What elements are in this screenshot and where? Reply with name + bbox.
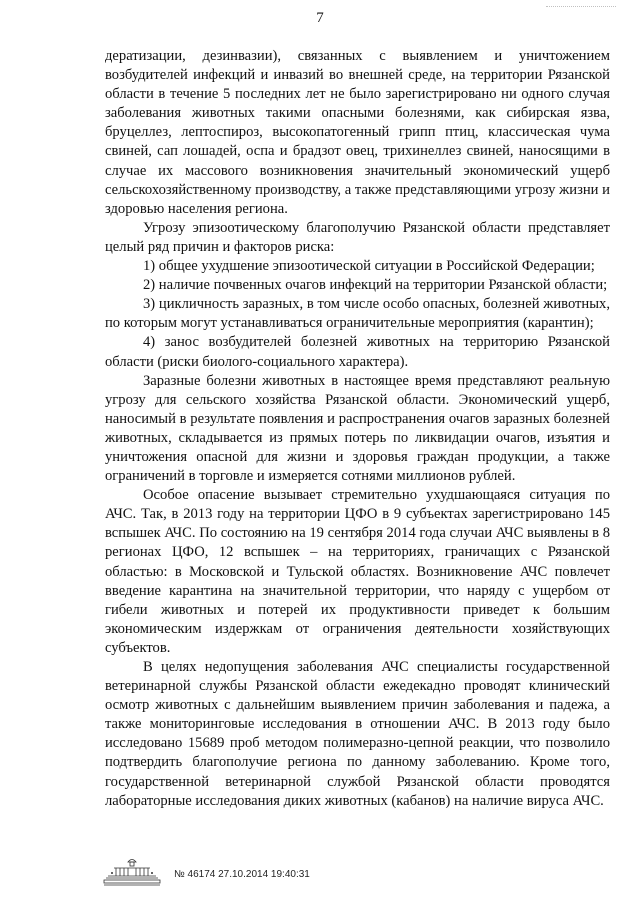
- page-number: 7: [316, 10, 324, 26]
- risk-factor-4: 4) занос возбудителей болезней животных на территорию Рязанской области (риски биолого-социального характера).: [105, 334, 610, 370]
- risk-factor-2: 2) наличие почвенных очагов инфекций на территории Рязанской области;: [143, 277, 608, 294]
- paragraph-2: Угрозу эпизоотическому благополучию Рязанской области представляет целый ряд причин и факторов риска:: [105, 219, 610, 255]
- paragraph-1: дератизации, дезинвазии), связанных с выявлением и уничтожением возбудителей инфекций и инвазий во внешней среде, на территории Рязанской области в течение 5 последних лет не было зарегистрировано ни одного случая заболевания животных такими опасными болезнями, как сибирская язва, бруцеллез, лептоспироз, высокопатогенный грипп птиц, классическая чума свиней, сап лошадей, оспа и брадзот овец, трихинеллез свиней, наносящими в случае их массового возникновения значительный экономический ущерб сельскохозяйственному производству, а также представляющими угрозу жизни и здоровью населения региона.: [105, 48, 610, 217]
- paragraph-3: Заразные болезни животных в настоящее время представляют реальную угрозу для сельского хозяйства Рязанской области. Экономический ущерб, наносимый в результате появления и распространения очагов заразных болезней животных, складывается из прямых потерь по ликвидации очагов, изъятия и уничтожения опасной для жизни и здоровья граждан продукции, а также ограничений в торговле и измеряется сотнями миллионов рублей.: [105, 372, 610, 485]
- document-footer: [100, 856, 310, 886]
- registration-stamp: № 46174 27.10.2014 19:40:31: [174, 869, 310, 880]
- risk-factor-3: 3) цикличность заразных, в том числе особо опасных, болезней животных, по которым могут устанавливаться ограничительные мероприятия (карантин);: [105, 296, 610, 332]
- risk-factor-1: 1) общее ухудшение эпизоотической ситуации в Российской Федерации;: [143, 258, 595, 275]
- paragraph-5: В целях недопущения заболевания АЧС специалисты государственной ветеринарной службы Рязанской области ежедекадно проводят клинический осмотр животных с дальнейшим выявлением причин заболевания и падежа, а также мониторинговые исследования в отношении АЧС. В 2013 году было исследовано 15689 проб методом полимеразно-цепной реакции, что позволило подтвердить благополучие региона по данному заболеванию. Кроме того, государственной ветеринарной службой Рязанской области проводятся лабораторные исследования диких животных (кабанов) на наличие вируса АЧС.: [105, 659, 610, 809]
- document-body: [105, 47, 610, 811]
- government-building-logo-icon: [100, 856, 164, 886]
- paragraph-4: Особое опасение вызывает стремительно ухудшающаяся ситуация по АЧС. Так, в 2013 году на территории ЦФО в 9 субъектах зарегистрировано 145 вспышек АЧС. По состоянию на 19 сентября 2014 года случаи АЧС выявлены в 8 регионах ЦФО, 12 вспышек – на территориях, граничащих с Рязанской областью: в Московской и Тульской областях. Возникновение АЧС повлечет введение карантина на значительной территории, что наряду с ущербом от гибели животных и потерей их продуктивности приведет к большим экономическим издержкам от ограничения деятельности хозяйствующих субъектов.: [105, 487, 610, 656]
- scan-artifact: [546, 6, 616, 13]
